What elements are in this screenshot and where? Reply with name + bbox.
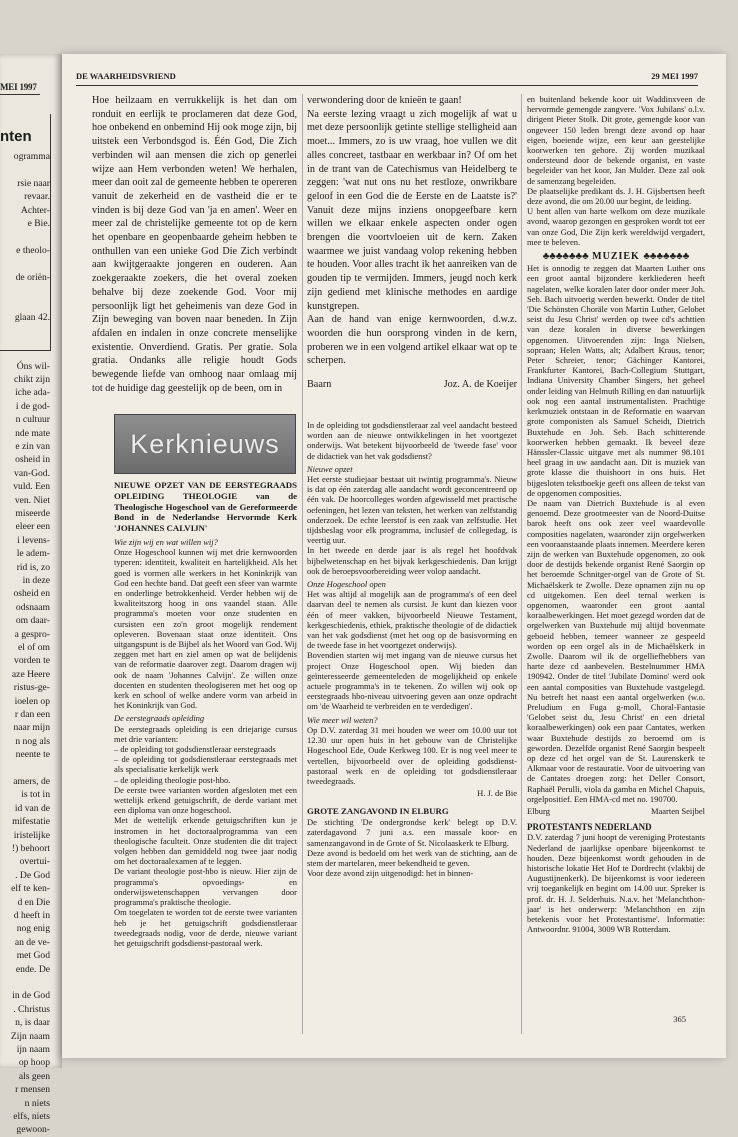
clipped-text-fragment: amers, de (13, 776, 50, 787)
article-text: In het tweede en derde jaar is als regel het hoofdvak bijbelwetenschap en het bijvak kerkgeschiedenis. Dan krijgt ook de beroepsvoorbereiding weer volop aandacht. (307, 545, 517, 576)
clipped-text-fragment: neente te (15, 749, 50, 761)
article-text: Om toegelaten te worden tot de eerste twee varianten heb je het getuigschrift godsdienstleraar tweedegraads nodig, voor de derde, nieuwe variant het getuigschrift godsdienst-pastoraal werk. (114, 907, 297, 948)
clipped-text-fragment: met God (16, 950, 50, 962)
clipped-text-fragment: van-God. (14, 467, 50, 479)
newspaper-title: DE WAARHEIDSVRIEND (76, 71, 176, 81)
headline-sub: van de Theologische Hogeschool van de Gereformeerde Bond in de Nederlandse Hervormde Kerk 'JOHANNES CALVIJN' (114, 490, 297, 534)
column-3 (527, 94, 705, 1044)
clipped-text-fragment: e Bie. (27, 218, 50, 229)
ornament: ♣♣♣♣♣♣♣ (542, 251, 589, 263)
clipped-text-fragment: overtui- (19, 856, 50, 868)
clipped-text-fragment: om daar- (15, 615, 50, 627)
column-2-top (307, 94, 517, 414)
clipped-text-fragment: d heeft in (13, 910, 50, 921)
clipped-text-fragment: ende. De (15, 963, 50, 975)
article-text: Hoe heilzaam en verrukkelijk is het dan om ronduit en eerlijk te proclameren dat deze God, hoe onbekend en onbemind Hij ook moge zijn, bij uitstek een Verbondsgod is. Één God, Die Zich verbinden wil aan mensen die zich op generlei wijze aan Hem verbonden weten! We herhalen, meer dan ooit zal de gemeente hebben te opereren vanuit de zekerheid en de vastheid die er te vinden is bij deze God van 'ja en amen'. Weer en meer zal de christelijke gemeente tot op de kern het openbare en geopenbaarde geheim hebben te onthullen van een unieke God Die Zich verbindt aan kwijtgeraakte jongeren en ouderen. Aan zoekgeraakte zoekers, die het overal zoeken behalve bij deze zoekende God. Voor mij persoonlijk ligt het geheimenis van deze God in Zijn beweging van boven naar beneden. In Zijn afdalen en indalen in onze concrete menselijke existentie. Onverdiend. Gratis. Per gratie. Sola gratia. Ondanks alle religie houdt Gods bewegende liefde van omhoog naar omlaag mij tot de huidige dag geestelijk op de been, om in (92, 95, 297, 394)
clipped-text-fragment: osheid in (15, 454, 50, 466)
clipped-text-fragment: e zin van (15, 441, 50, 452)
clipped-text-fragment: el of om (18, 642, 50, 653)
article-text: Bovendien starten wij met ingang van de nieuwe cursus het project Onze Hogeschool open. Wij bieden dan geïnteresseerde gemeenteleden de mogelijkheid op enkele actuele programma's in te tekenen. Zo willen wij ook op eerstegraads hbo-niveau uitvoering geven aan onze opdracht om 'de Waarheid te verbreiden en te verdedigen'. (307, 650, 517, 712)
clipped-text-fragment: is tot in (21, 789, 50, 801)
clipped-text-fragment: ven. Niet (14, 494, 50, 506)
column-1-article (114, 480, 297, 1042)
clipped-text-fragment: nog enig (16, 923, 50, 935)
article-headline: GROTE ZANGAVOND IN ELBURG (307, 806, 449, 817)
clipped-text-fragment: iche ada- (15, 387, 50, 399)
clipped-text-fragment: n, is daar (15, 1017, 50, 1029)
list-item: – de opleiding tot godsdienstleraar eerstegraads (114, 744, 276, 755)
clipped-text-fragment: Óns wil- (16, 360, 50, 372)
article-text: De eerstegraads opleiding is een driejarige cursus met drie varianten: (114, 723, 297, 744)
previous-page-edge (0, 54, 62, 1136)
clipped-text-fragment: iristelijke (13, 829, 50, 841)
article-headline (114, 480, 297, 534)
clipped-text-fragment: aze Heere (11, 668, 50, 680)
signature (527, 806, 705, 816)
signature-author: Joz. A. de Koeijer (443, 379, 517, 391)
clipped-text-fragment: nde mate (15, 427, 50, 439)
clipped-text-fragment: op hoop (18, 1057, 50, 1069)
signature-author: Maarten Seijbel (650, 806, 705, 817)
article-text: Met de wettelijk erkende getuigschriften kun je instromen in het doctoraalprogramma van een theologische faculteit. Onze studenten die dit traject volgen hebben dan gemiddeld nog twee jaar nodig om het doctoraalexamen af te leggen. (114, 815, 297, 867)
article-text: Na eerste lezing vraagt u zich mogelijk af wat u met deze persoonlijk getinte stellige stelligheid aan moet... Immers, zo is uw vraag, hoe vullen we dit alles concreet, tastbaar en werkbaar in? Of om het in de trant van de Catechismus van Heidelberg te zeggen: 'wat nut ons nu het restloze, onwrikbare geloof in een God die de Eerste en de Laatste is?' Vanuit deze mijns inziens onopgeefbare kern willen we elkaar enkele aspecten onder ogen brengen die voortvloeien uit de kern. Zaken waarmee we juist vandaag volop rekening hebben te houden. Voor alles tracht ik het aanreiken van de gouden tip te vermijden. Immers, jeugd noch kerk zijn gediend met klinische methodes en aardige kunstgrepen. (307, 108, 517, 312)
clipped-text-fragment: !) behoort (11, 843, 50, 854)
section-heading (527, 252, 705, 262)
clipped-text-fragment: rsie naar (17, 177, 50, 189)
article-text: Het was altijd al mogelijk aan de programma's of een deel daarvan deel te nemen als cursist. Je kunt dan kiezen voor één of meer vakken, bijvoorbeeld Nieuwe Testament, kerkgeschiedenis, ethiek, praktische theologie of de didactiek van het vak godsdienst (met het oog op de basisvorming en de tweede fase in het voortgezet onderwijs). (307, 589, 517, 651)
clipped-text-fragment: miseerde (15, 508, 50, 519)
clipped-text-fragment: n cultuur (15, 414, 50, 426)
article-text: Het eerste studiejaar bestaat uit twintig programma's. Nieuw is dat op één zaterdag alle aandacht wordt geconcentreerd op één vak. De hoorcolleges worden afgewisseld met practische oefeningen, het lezen van teksten, het werken van zelfstandig onderzoek. De echte leerstof is een zaak van zelfstudie. Het tijdsbeslag voor elk programma, inclusief de collegedag, is veertig uur. (307, 474, 517, 546)
subheading: Wie meer wil weten? (307, 714, 378, 725)
previous-page-box-title: nten (0, 128, 32, 145)
article-text: Aan de hand van enige kernwoorden, d.w.z. woorden die hun oorsprong vinden in de kern, proberen we in een volgend artikel elkaar wat op te scherpen. (307, 314, 517, 367)
previous-page-header: MEI 1997 (0, 82, 40, 95)
article-text: De naam van Dietrich Buxtehude is al even genoemd. Deze grootmeester van de Noord-Duitse barok heeft ons ook zeer veel waardevolle composities nagelaten, waaronder zijn orgelwerken een vooraanstaande plaats innemen. Meerdere keren zijn de werken van Buxtehude opgenomen, zo ook door de destijds bekende organist René Saorgin op het beroemde Schnitger-orgel van de Grote of St. Michaëlskerk te Zwolle. Deze opnamen zijn nu op cd uitgekomen. Een deel ternal werken is opgenomen, waaronder een groot aantal koraalbewerkingen. Het moet gezegd worden dat de orgelwerken van Buxtehude mij altijd bovenmate geboeid hebben, temeer wanneer ze gespeeld worden op een orgel als in de Michaëlskerk in Zwolle. Daarom wil ik de orgelliefhebbers van harte deze cd aanbevelen. Bestelnummer HMA 190942. Onder de titel 'Jubilate Domino' werd ook een aantal composities van Buxtehude vastgelegd. Nu betreft het naast een aantal orgelwerken (w.o. Preludium en Fuga g-moll, Choral-Fantasie 'Gelobet seist du, Jesu Christ' en een drietal koraalbewerkingen) ook een paar Cantates, werken waar Buxtehude destijds zo beroemd om is geworden. Dezelfde organist René Saorgin bespeelt op deze cd het orgel van de St. Laurenskerk te Alkmaar voor de restauratie. Voor de uitvoering van de Cantates droegen zorg: het Deller Consort, Raphaël Perulli, viola da gamba en Michel Chapuis, orgelpositief. Een HMA-cd met no. 190700. (527, 497, 705, 804)
newspaper-page (62, 54, 726, 1058)
clipped-text-fragment: in de God (12, 990, 50, 1002)
clipped-text-fragment: n nog als (15, 735, 50, 747)
signature (307, 378, 517, 392)
clipped-text-fragment: vorden te (14, 655, 50, 667)
clipped-text-fragment: i de god- (15, 400, 50, 412)
subheading: Onze Hogeschool open (307, 579, 386, 590)
article-text: Onze Hogeschool kunnen wij met drie kernwoorden typeren: identiteit, kwaliteit en hartelijkheid. Als het goed is vormen alle werkers in het Koninkrijk van God een hechte band. Dat geeft een sfeer van warmte en onderlinge betrokkenheid. Verder hebben wij de kwaliteitszorg hoog in ons vaandel staan. Alle programma's moeten voor onze studenten en cursisten een zo'n groot mogelijk rendement opleveren. Bovenaan staat onze identiteit. Ons uitgangspunt is de Bijbel als het Woord van God. Wij zeggen met hart en ziel amen op wat de belijdenis van de reformatie daarover zegt. Daarom dragen wij ook de naam 'Johannes Calvijn'. Ze willen onze docenten en studenten theologiseren met het oog op kerk en school of welke andere vorm van arbeid in het Koninkrijk van God. (114, 547, 297, 711)
clipped-text-fragment: an de ve- (14, 936, 50, 948)
clipped-text-fragment: . De God (15, 869, 50, 881)
article-text: Voor deze avond zijn uitgenodigd: het in binnen- (307, 868, 474, 879)
article-text: Deze avond is bedoeld om het werk van de stichting, aan de stem der martelaren, meer bekendheid te geven. (307, 847, 517, 868)
clipped-text-fragment: ristus-ge- (13, 682, 50, 694)
clipped-text-fragment: naar mijn (13, 722, 50, 734)
clipped-text-fragment: gewoon- (16, 1124, 50, 1136)
column-rule (302, 94, 303, 1034)
list-item: – de opleiding theologie post-hbo. (114, 774, 231, 785)
clipped-text-fragment: i levens- (17, 534, 50, 546)
running-head (76, 71, 698, 86)
clipped-text-fragment: eleer een (15, 521, 50, 533)
article-text: Op D.V. zaterdag 31 mei houden we weer om 10.00 uur tot 12.30 uur open huis in het gebouw van de Christelijke Hogeschool Ede, Oude Kerkweg 100. Er is nog veel meer te vertellen, bijvoorbeeld over de opleiding godsdienst-pastoraal werk en de opleiding tot godsdienstleraar tweedegraads. (307, 724, 517, 786)
clipped-text-fragment: id van de (14, 802, 50, 814)
clipped-text-fragment: rid is, zo (16, 561, 50, 573)
clipped-text-fragment: a gespro- (14, 628, 50, 640)
column-2-articles (307, 420, 517, 1044)
ornament: ♣♣♣♣♣♣♣ (643, 251, 690, 263)
clipped-text-fragment: glaan 42. (14, 311, 50, 323)
clipped-text-fragment: Zijn naam (10, 1030, 50, 1042)
clipped-text-fragment: chikt zijn (14, 374, 50, 385)
clipped-text-fragment: ogramma (13, 151, 50, 162)
clipped-text-fragment: revaar. (24, 191, 50, 203)
clipped-text-fragment: n niets (24, 1097, 50, 1109)
clipped-text-fragment: le adem- (16, 548, 50, 560)
signature-place: Baarn (307, 379, 332, 391)
article-text: Het is onnodig te zeggen dat Maarten Luther ons een groot aantal bijzondere kerkliederen heeft nagelaten, welke koralen later door onder meer Joh. Seb. Bach uitvoerig werden bewerkt. Onder de titel 'Die Schönsten Choräle von Martin Luther, Gelobet seist du Jesu Christ' werden op twee cd's achttien van deze koralen in diverse bewerkingen opgenomen. Uitvoerenden zijn: Inga Nielsen, sopraan; Helen Watts, alt; Adalbert Kraus, tenor; Peter Schreier, tenor; Gächinger Kantorei, Frankfurter Kantorei, Bach-Collegium Stuttgart, Indiana University Chamber Singers, het geheel onder leiding van Helmuth Rilling en dan natuurlijk ook nog een aantal instrumentalisten. Prachtige kerkmuziek ontstaan in de Reformatie en waarvan grote componisten als Samuel Scheidt, Dietrich Buxtehude en Joh. Seb. Bach schitterende koorwerken hebben gemaakt. Ik beveel deze Hänssler-Classic uitgave met als nummer 98.101 heel graag in uw aandacht aan. Dit is muziek van grote klasse die thuishoort in ons huis. Het bijgesloten tekstboekje geeft ons alleen de tekst van de opgenomen composities. (527, 263, 705, 498)
clipped-text-fragment: in deze (22, 575, 50, 586)
issue-date: 29 MEI 1997 (651, 71, 698, 81)
clipped-text-fragment: r mensen (15, 1084, 50, 1096)
clipped-text-fragment: als geen (18, 1070, 50, 1082)
clipped-text-fragment: elf te ken- (11, 883, 50, 895)
signature-author: H. J. de Bie (477, 788, 517, 799)
article-text: De variant theologie post-hbo is nieuw. Hier zijn de programma's opvoedings- en onderwijswetenschappen vervangen door programma's praktische theologie. (114, 866, 297, 908)
clipped-text-fragment: r dan een (14, 709, 50, 720)
article-text: verwondering door de knieën te gaan! (307, 95, 462, 106)
clipped-text-fragment: ijn naam (16, 1044, 50, 1055)
section-banner: Kerknieuws (114, 414, 296, 474)
article-text: D.V. zaterdag 7 juni hoopt de vereniging Protestants Nederland de jaarlijkse openbare bijeenkomst te houden. Deze bijeenkomst wordt gehouden in de historische lokatie Het Hof te Dordrecht (vlakbij de Augustijnenkerk). De bijeenkomst is voor iedereen vrij toegankelijk en begint om 14.00 uur. Spreker is prof. dr. H. J. Selderhuis. N.a.v. het 'Melanchthon-jaar' is het onderwerp: 'Melanchthon en zijn betekenis voor het Protestantisme'. Informatie: Antwoordnr. 91004, 3009 WB Rotterdam. (527, 832, 705, 935)
article-text: De eerste twee varianten worden afgesloten met een wettelijk erkend getuigschrift, de derde variant met een diploma van onze hogeschool. (114, 784, 297, 816)
subheading: De eerstegraads opleiding (114, 713, 205, 724)
article-text: U bent allen van harte welkom om deze muzikale avond, waarop gezongen en gesproken wordt tot eer van onze God, Die Zijn kerk wereldwijd vergadert, mee te beleven. (527, 206, 705, 247)
headline-main: NIEUWE OPZET VAN DE EERSTEGRAADS OPLEIDING THEOLOGIE (114, 480, 297, 501)
column-1-top (92, 94, 297, 406)
clipped-text-fragment: mifestatie (12, 816, 50, 828)
clipped-text-fragment: ioelen op (14, 695, 50, 707)
clipped-text-fragment: Achter- (20, 204, 50, 216)
article-headline: PROTESTANTS NEDERLAND (527, 822, 652, 833)
list-item: – de opleiding tot godsdienstleraar eerstegraads met als specialisatie kerkelijk werk (114, 754, 297, 775)
subheading: Wie zijn wij en wat willen wij? (114, 536, 218, 547)
clipped-text-fragment: d en Die (17, 896, 50, 908)
article-text: De plaatselijke predikant ds. J. H. Gijsbertsen heeft deze avond, die om 20.00 uur begint, de leiding. (527, 185, 705, 207)
column-rule (521, 94, 522, 1034)
subheading: Nieuwe opzet (307, 463, 353, 474)
clipped-text-fragment: osheid en (13, 588, 50, 600)
clipped-text-fragment: . Christus (13, 1003, 50, 1015)
article-text: en buitenland bekende koor uit Waddinxveen de hervormde gemengde zangvere. 'Vox Jubilans' o.l.v. dirigent Pieter Stolk. Dit grote, gemengde koor van ongeveer 150 leden brengt deze avond op haar eigen, boeiende wijze, een keur aan geestelijke koorwerken ten gehore. Zij worden muzikaal ondersteund door de bekende organist, en vaste begeleider van het koor, Jan Mulder. Deze zal ook de samenzang begeleiden. (527, 94, 705, 186)
article-text: De stichting 'De ondergrondse kerk' belegt op D.V. zaterdagavond 7 juni a.s. een massale koor- en samenzangavond in de Grote of St. Nicolaaskerk te Elburg. (307, 817, 517, 848)
section-heading-label: MUZIEK (592, 251, 640, 263)
article-text: In de opleiding tot godsdienstleraar zal veel aandacht besteed worden aan de nieuwe ontwikkelingen in het voortgezet onderwijs. Wat betekent bijvoorbeeld de 'tweede fase' voor de didactiek van het vak godsdienst? (307, 420, 517, 461)
clipped-text-fragment: odsnaam (15, 601, 50, 613)
page-number: 365 (673, 1014, 686, 1024)
clipped-text-fragment: de oriën- (15, 271, 50, 283)
signature-place: Elburg (527, 806, 550, 817)
clipped-text-fragment: vuld. Een (13, 481, 50, 493)
clipped-text-fragment: elfs, niets (13, 1111, 50, 1122)
clipped-text-fragment: e theolo- (16, 244, 50, 256)
